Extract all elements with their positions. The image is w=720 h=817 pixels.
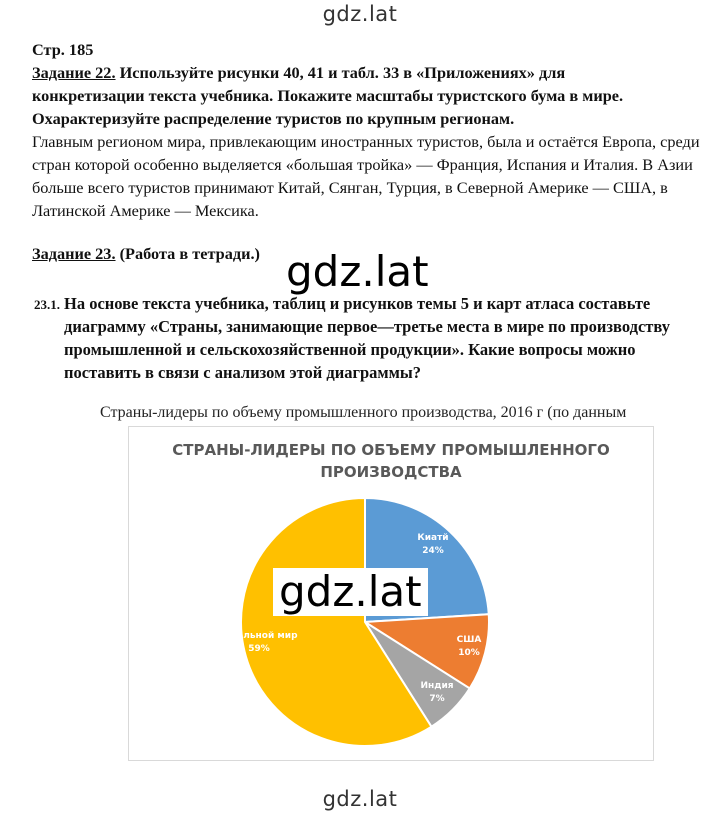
task22-label: Задание 22. — [32, 63, 116, 82]
task23-sub-text: На основе текста учебника, таблиц и рисунков темы 5 и карт атласа составьте диаграмму «Страны, занимающие первое—третье места в мире по производству промышленной и сельскохозяйственной продукции». Какие вопросы можно поставить в связи с анализом этой диаграммы? — [64, 294, 670, 382]
slice-india-label: Индия — [420, 681, 454, 691]
task22-answer: Главным регионом мира, привлекающим иностранных туристов, была и остаётся Европа, среди стран которой особенно выделяется «большая тройка» — Франция, Испания и Италия. В Азии больше всего туристов принимают Китай, Сянган, Турция, в Северной Америке — США, в Латинской Америке — Мексика. — [32, 132, 700, 220]
slice-china-value-label: 24% — [422, 546, 444, 556]
page-label: Стр. 185 — [32, 40, 94, 59]
task23-sub — [34, 292, 699, 384]
task23-note: (Работа в тетради.) — [119, 244, 260, 263]
slice-rest-of-world-value-label: 59% — [248, 644, 270, 654]
chart-caption: Страны-лидеры по объему промышленного производства, 2016 г (по данным — [100, 404, 627, 421]
slice-india-value-label: 7% — [429, 694, 445, 704]
task22-prompt-rest: Используйте рисунки 40, 41 и табл. 33 в «Приложениях» для — [119, 63, 566, 82]
task22-prompt — [32, 61, 702, 84]
task23-label: Задание 23. — [32, 244, 116, 263]
task22-prompt-line3: Охарактеризуйте распределение туристов по крупным регионам. — [32, 109, 515, 128]
slice-usa-value-label: 10% — [458, 648, 480, 658]
watermark-bottom: gdz.lat — [322, 787, 398, 811]
watermark-top: gdz.lat — [322, 2, 398, 26]
task22-prompt-line2: конкретизации текста учебника. Покажите масштабы туристского бума в мире. — [32, 86, 624, 105]
slice-rest-of-world-label: остальной мир — [220, 631, 298, 641]
slice-china-label: Киатй — [417, 533, 449, 543]
watermark-overlay-2: gdz.lat — [273, 568, 428, 616]
watermark-overlay-1: gdz.lat — [280, 248, 435, 296]
slice-usa-label: США — [456, 635, 482, 645]
chart-title-line2: ПРОИЗВОДСТВА — [320, 463, 462, 481]
chart-title-line1: СТРАНЫ-ЛИДЕРЫ ПО ОБЪЕМУ ПРОМЫШЛЕННОГО — [172, 441, 610, 459]
task22-block — [32, 38, 702, 222]
task23-sub-num: 23.1. — [34, 297, 60, 312]
task23-heading — [32, 244, 260, 264]
